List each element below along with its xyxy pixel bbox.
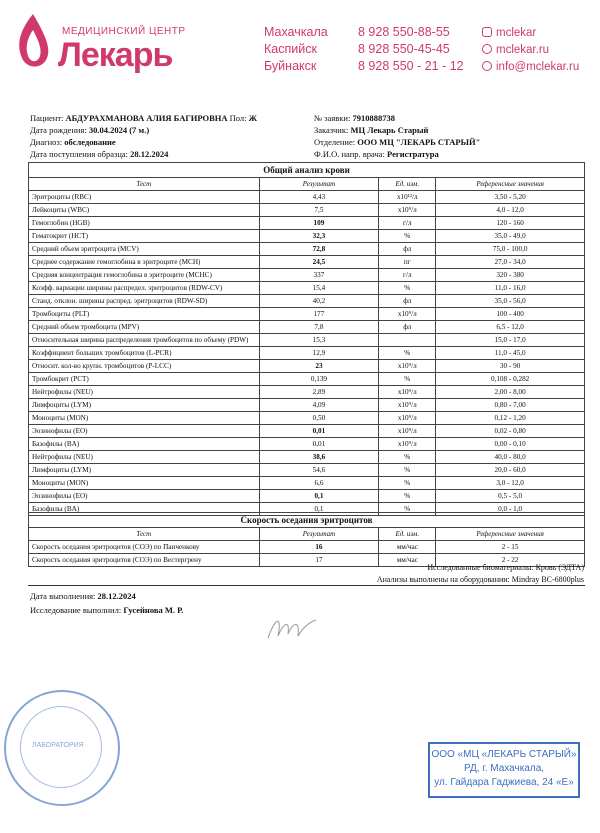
test-name: Коэфф. вариации ширины распредел. эритроцитов (RDW-CV) — [29, 282, 260, 295]
test-unit: % — [379, 230, 436, 243]
city-1: Махачкала — [264, 25, 328, 39]
test-result: 4,09 — [259, 399, 379, 412]
test-reference: 0,80 - 7,00 — [436, 399, 585, 412]
test-name: Лейкоциты (WBC) — [29, 204, 260, 217]
test-unit: пг — [379, 256, 436, 269]
test-unit: % — [379, 490, 436, 503]
globe-icon — [482, 44, 492, 54]
test-result: 15,3 — [259, 334, 379, 347]
test-name: Гематокрит (HCT) — [29, 230, 260, 243]
test-reference: 4,0 - 12,0 — [436, 204, 585, 217]
test-result: 12,9 — [259, 347, 379, 360]
customer: МЦ Лекарь Старый — [350, 125, 429, 135]
order-number: 7910888738 — [352, 113, 395, 123]
esr-header-row: Тест Результат Ед. изм. Референсные значения — [29, 528, 585, 541]
divider — [28, 585, 585, 586]
test-result: 23 — [259, 360, 379, 373]
lab-round-stamp — [4, 690, 120, 806]
test-reference: 11,0 - 16,0 — [436, 282, 585, 295]
test-reference: 27,0 - 34,0 — [436, 256, 585, 269]
test-name: Базофилы (BA) — [29, 438, 260, 451]
table-row — [29, 438, 585, 451]
cbc-table — [28, 162, 585, 516]
social-website[interactable]: mclekar.ru — [482, 42, 579, 59]
test-name: Скорость оседания эритроцитов (СОЭ) по Вестергрену — [29, 554, 260, 567]
referring-doctor: Регистратура — [386, 149, 439, 159]
test-unit: фл — [379, 295, 436, 308]
test-unit: % — [379, 347, 436, 360]
test-unit: фл — [379, 243, 436, 256]
performer-name: Гусейнова М. Р. — [123, 605, 184, 615]
table-row — [29, 412, 585, 425]
test-result: 109 — [259, 217, 379, 230]
test-unit: % — [379, 282, 436, 295]
test-unit: x10⁹/л — [379, 308, 436, 321]
test-reference: 100 - 400 — [436, 308, 585, 321]
table-row — [29, 360, 585, 373]
cbc-title: Общий анализ крови — [29, 163, 585, 178]
round-stamp-text: ЛАБОРАТОРИЯ — [32, 742, 84, 749]
test-result: 40,2 — [259, 295, 379, 308]
social-instagram[interactable]: mclekar — [482, 25, 579, 42]
test-unit: x10⁹/л — [379, 204, 436, 217]
test-result: 0,1 — [259, 503, 379, 516]
city-3: Буйнакск — [264, 59, 317, 73]
test-result: 7,8 — [259, 321, 379, 334]
table-row — [29, 269, 585, 282]
table-row — [29, 399, 585, 412]
table-row — [29, 282, 585, 295]
test-result: 32,3 — [259, 230, 379, 243]
test-unit: г/л — [379, 269, 436, 282]
test-reference: 320 - 380 — [436, 269, 585, 282]
equipment-note: Анализы выполнены на оборудовании: Mindray BC-6800plus — [376, 575, 584, 584]
table-row — [29, 243, 585, 256]
test-unit — [379, 334, 436, 347]
test-unit: x10¹²/л — [379, 191, 436, 204]
table-row — [29, 490, 585, 503]
test-name: Базофилы (BA) — [29, 503, 260, 516]
table-row — [29, 334, 585, 347]
test-reference: 0,12 - 1,20 — [436, 412, 585, 425]
test-unit: x10⁹/л — [379, 399, 436, 412]
table-row — [29, 321, 585, 334]
esr-title: Скорость оседания эритроцитов — [29, 513, 585, 528]
test-reference: 30 - 90 — [436, 360, 585, 373]
esr-table — [28, 512, 585, 567]
test-result: 7,5 — [259, 204, 379, 217]
test-unit: % — [379, 373, 436, 386]
test-result: 2,89 — [259, 386, 379, 399]
table-row — [29, 204, 585, 217]
test-name: Тромбокрит (PCT) — [29, 373, 260, 386]
test-result: 6,6 — [259, 477, 379, 490]
header-socials — [482, 25, 579, 76]
test-reference: 0,108 - 0,282 — [436, 373, 585, 386]
test-reference: 2 - 15 — [436, 541, 585, 554]
signature-icon — [262, 612, 322, 646]
table-row — [29, 295, 585, 308]
test-name: Нейтрофилы (NEU) — [29, 386, 260, 399]
test-reference: 120 - 160 — [436, 217, 585, 230]
col-result: Результат — [259, 178, 379, 191]
department: ООО МЦ "ЛЕКАРЬ СТАРЫЙ" — [357, 137, 481, 147]
test-name: Среднее содержание гемоглобина в эритроците (MCH) — [29, 256, 260, 269]
notes — [377, 562, 584, 586]
test-result: 0,01 — [259, 438, 379, 451]
logo-subtitle: МЕДИЦИНСКИЙ ЦЕНТР — [62, 26, 186, 37]
test-unit: x10⁹/л — [379, 412, 436, 425]
test-unit: % — [379, 464, 436, 477]
test-name: Станд. отклон. ширины распред. эритроцитов (RDW-SD) — [29, 295, 260, 308]
test-unit: % — [379, 451, 436, 464]
test-name: Нейтрофилы (NEU) — [29, 451, 260, 464]
completion-date: 28.12.2024 — [97, 591, 136, 601]
test-result: 17 — [259, 554, 379, 567]
test-reference: 0,5 - 5,0 — [436, 490, 585, 503]
test-name: Эритроциты (RBC) — [29, 191, 260, 204]
logo-wordmark: Лекарь — [58, 36, 173, 74]
at-icon — [482, 61, 492, 71]
table-row — [29, 217, 585, 230]
table-row — [29, 191, 585, 204]
test-result: 177 — [259, 308, 379, 321]
test-reference: 0,00 - 0,10 — [436, 438, 585, 451]
city-2: Каспийск — [264, 42, 317, 56]
test-reference: 2 - 22 — [436, 554, 585, 567]
clinic-rect-stamp: ООО «МЦ «ЛЕКАРЬ СТАРЫЙ» РД, г. Махачкала, ул. Гайдара Гаджиева, 24 «Е» — [428, 742, 580, 798]
patient-sex: Ж — [248, 113, 258, 123]
table-row — [29, 386, 585, 399]
table-row — [29, 425, 585, 438]
instagram-icon — [482, 27, 492, 37]
test-unit: мм/час — [379, 554, 436, 567]
test-name: Моноциты (MON) — [29, 477, 260, 490]
logo — [12, 6, 212, 78]
test-result: 54,6 — [259, 464, 379, 477]
patient-info-left: Пациент: АБДУРАХМАНОВА АЛИЯ БАГИРОВНА Пол: Ж Дата рождения: 30.04.2024 (7 м.) Диагноз: обследование Дата поступления образца: 28.12.2024 — [30, 113, 258, 159]
col-test: Тест — [29, 178, 260, 191]
test-result: 4,43 — [259, 191, 379, 204]
test-name: Эозинофилы (EO) — [29, 490, 260, 503]
test-result: 15,4 — [259, 282, 379, 295]
test-reference: 0,0 - 1,0 — [436, 503, 585, 516]
test-name: Коэффициент больших тромбоцитов (L-PCR) — [29, 347, 260, 360]
table-row — [29, 308, 585, 321]
test-name: Лимфоциты (LYM) — [29, 464, 260, 477]
test-name: Средний объем тромбоцита (MPV) — [29, 321, 260, 334]
table-row — [29, 451, 585, 464]
test-result: 337 — [259, 269, 379, 282]
test-name: Средний объем эритроцита (MCV) — [29, 243, 260, 256]
test-name: Эозинофилы (EO) — [29, 425, 260, 438]
test-result: 0,01 — [259, 425, 379, 438]
phone-3[interactable]: 8 928 550 - 21 - 12 — [358, 59, 464, 73]
completion-info: Дата выполнения: 28.12.2024 Исследование выполнил: Гусейнова М. Р. — [30, 591, 184, 615]
test-reference: 40,0 - 80,0 — [436, 451, 585, 464]
test-result: 0,1 — [259, 490, 379, 503]
test-unit: г/л — [379, 217, 436, 230]
patient-diagnosis: обследование — [64, 137, 116, 147]
test-reference: 11,0 - 45,0 — [436, 347, 585, 360]
test-unit: % — [379, 503, 436, 516]
test-name: Относительная ширина распределения тромбоцитов по объему (PDW) — [29, 334, 260, 347]
table-row — [29, 256, 585, 269]
test-result: 38,6 — [259, 451, 379, 464]
test-unit: % — [379, 477, 436, 490]
col-unit: Ед. изм. — [379, 178, 436, 191]
test-reference: 35,0 - 49,0 — [436, 230, 585, 243]
test-unit: x10⁹/л — [379, 386, 436, 399]
test-reference: 75,0 - 100,0 — [436, 243, 585, 256]
table-row — [29, 464, 585, 477]
test-reference: 3,50 - 5,20 — [436, 191, 585, 204]
test-result: 24,5 — [259, 256, 379, 269]
patient-info-right: № заявки: 7910888738 Заказчик: МЦ Лекарь Старый Отделение: ООО МЦ "ЛЕКАРЬ СТАРЫЙ" Ф.И.О. напр. врача: Регистратура — [314, 113, 481, 159]
test-name: Лимфоциты (LYM) — [29, 399, 260, 412]
test-unit: x10⁹/л — [379, 360, 436, 373]
biomaterial-note: Исследованные биоматериалы: Кровь (ЭДТА) — [427, 563, 584, 572]
sample-received-date: 28.12.2024 — [130, 149, 169, 159]
test-reference: 2,00 - 8,00 — [436, 386, 585, 399]
table-row — [29, 373, 585, 386]
test-reference: 35,0 - 56,0 — [436, 295, 585, 308]
table-row — [29, 541, 585, 554]
table-row — [29, 477, 585, 490]
table-row — [29, 230, 585, 243]
patient-name: АБДУРАХМАНОВА АЛИЯ БАГИРОВНА — [65, 113, 228, 123]
test-result: 0,50 — [259, 412, 379, 425]
test-unit: x10⁹/л — [379, 438, 436, 451]
test-result: 72,8 — [259, 243, 379, 256]
test-unit: фл — [379, 321, 436, 334]
test-name: Моноциты (MON) — [29, 412, 260, 425]
table-row — [29, 347, 585, 360]
header-phones — [358, 24, 464, 75]
phone-2[interactable]: 8 928 550-45-45 — [358, 42, 450, 56]
test-name: Средняя концентрация гемоглобина в эритроците (MCHC) — [29, 269, 260, 282]
social-email[interactable]: info@mclekar.ru — [482, 59, 579, 76]
cbc-header-row — [29, 178, 585, 191]
col-ref: Референсные значения — [436, 178, 585, 191]
test-unit: x10⁹/л — [379, 425, 436, 438]
test-reference: 0,02 - 0,80 — [436, 425, 585, 438]
logo-flame-icon — [12, 12, 54, 74]
test-result: 16 — [259, 541, 379, 554]
phone-1[interactable]: 8 928 550-88-55 — [358, 25, 450, 39]
test-reference: 20,0 - 60,0 — [436, 464, 585, 477]
patient-dob: 30.04.2024 (7 м.) — [88, 125, 150, 135]
header-cities — [264, 24, 328, 75]
test-reference: 15,0 - 17,0 — [436, 334, 585, 347]
test-unit: мм/час — [379, 541, 436, 554]
test-result: 0,139 — [259, 373, 379, 386]
test-name: Гемоглобин (HGB) — [29, 217, 260, 230]
test-reference: 6,5 - 12,0 — [436, 321, 585, 334]
test-name: Тромбоциты (PLT) — [29, 308, 260, 321]
test-name: Относит. кол-во крупн. тромбоцитов (P-LCC) — [29, 360, 260, 373]
test-name: Скорость оседания эритроцитов (СОЭ) по Панченкову — [29, 541, 260, 554]
test-reference: 3,0 - 12,0 — [436, 477, 585, 490]
